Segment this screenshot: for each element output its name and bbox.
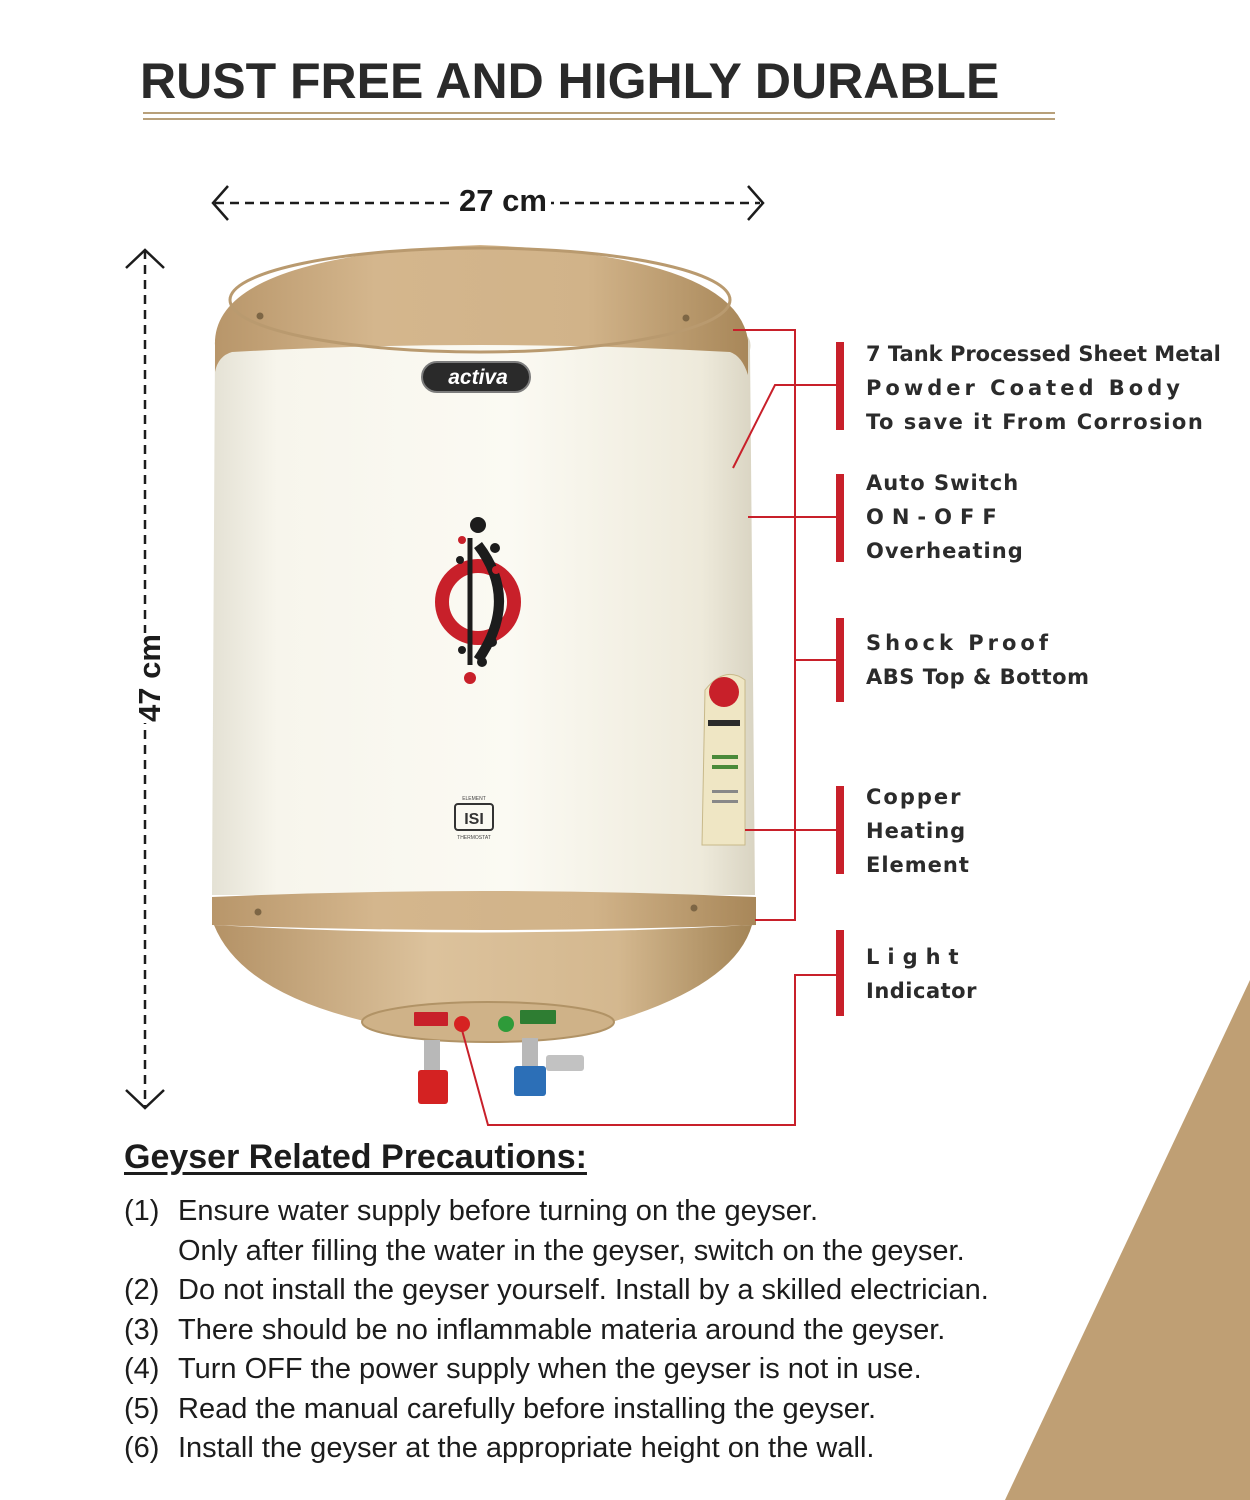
feature-shock-proof [866,626,1089,694]
feature-line: Indicator [866,979,977,1003]
feature-line: 7 Tank Processed Sheet Metal [866,342,1221,366]
feature-line: ON-OFF [866,505,1005,529]
feature-powder-coated [866,337,1221,439]
page-title: RUST FREE AND HIGHLY DURABLE [140,53,1000,109]
list-item-text: Ensure water supply before turning on the geyser. [178,1195,818,1227]
feature-line: Overheating [866,539,1024,563]
isi-top-label: ELEMENT [462,796,486,802]
precautions-heading: Geyser Related Precautions: [124,1138,587,1176]
list-item-number: (3) [124,1313,160,1346]
list-item-number: (2) [124,1274,160,1306]
isi-mark: ISI [464,811,484,828]
feature-line: Element [866,853,970,877]
feature-copper-heating [866,780,970,882]
isi-bottom-label: THERMOSTAT [457,835,491,841]
list-item-text: There should be no inflammable materia around the geyser. [178,1313,946,1346]
list-item-text: Turn OFF the power supply when the geyser is not in use. [178,1353,922,1385]
list-item-number: (4) [124,1353,160,1385]
list-item [124,1192,989,1271]
list-item [124,1429,989,1469]
list-item-number: (5) [124,1392,160,1425]
feature-line: Copper [866,785,963,809]
feature-line: To save it From Corrosion [866,410,1205,434]
list-item-number: (1) [124,1195,160,1227]
list-item-text: Do not install the geyser yourself. Install by a skilled electrician. [178,1274,989,1306]
list-item [124,1271,989,1311]
height-dimension-label: 47 cm [132,634,167,722]
feature-line: Light [866,945,967,969]
list-item-text: Only after filling the water in the geyser, switch on the geyser. [178,1234,965,1267]
feature-line: Heating [866,819,967,843]
list-item [124,1350,989,1390]
width-dimension-label: 27 cm [455,183,551,219]
list-item-text: Install the geyser at the appropriate height on the wall. [178,1432,875,1464]
list-item [124,1311,989,1351]
list-item [124,1390,989,1430]
feature-auto-switch [866,466,1024,568]
feature-line: Powder Coated Body [866,376,1184,400]
list-item-text: Read the manual carefully before installing the geyser. [178,1392,877,1425]
feature-line: ABS Top & Bottom [866,665,1090,689]
feature-line: Auto Switch [866,471,1020,495]
brand-logo-text: activa [448,366,508,389]
precautions-list [124,1192,989,1469]
list-item-number: (6) [124,1432,160,1464]
feature-line: Shock Proof [866,631,1052,655]
feature-light-indicator [866,940,977,1008]
